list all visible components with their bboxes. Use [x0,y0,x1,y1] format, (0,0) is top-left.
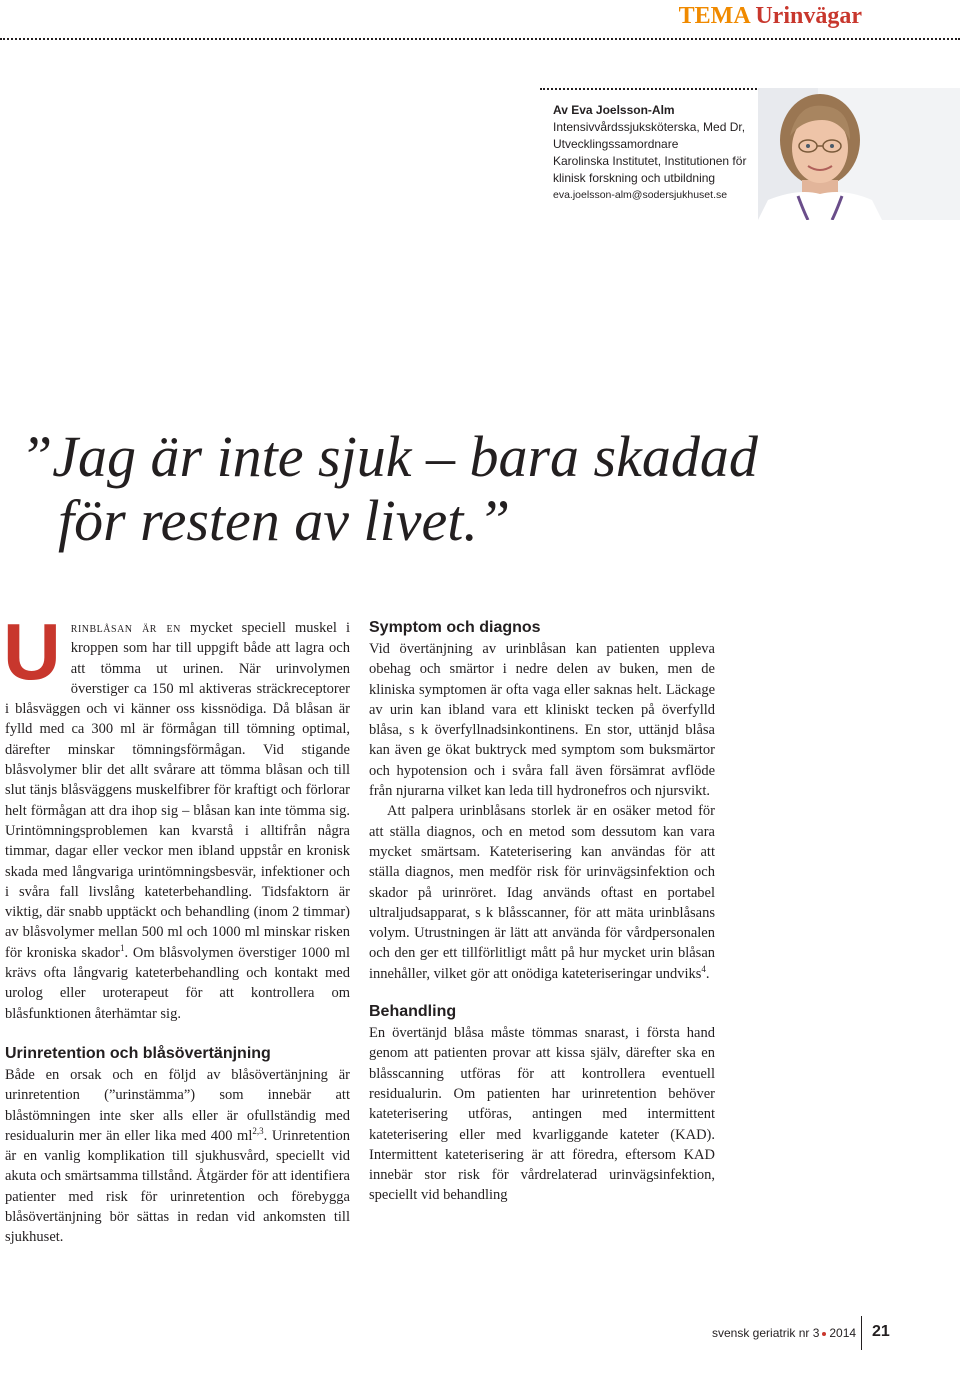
section-heading-retention: Urinretention och blåsövertänjning [5,1044,271,1062]
body-text: Både en orsak och en följd av blåsövertänjning är urinretention (”urinstämma”) som innebär att blåstömningen inte sker alls eller är ofullständig med residualurin mer än eller lika med 400 ml [5,1066,350,1144]
intro-paragraph [3,607,350,1024]
retention-paragraph [5,1065,350,1248]
body-text: mycket speciell muskel i kroppen som har till uppgift både att lagra och att tömma ut urinen. När urinvolymen överstiger ca 150 ml aktiveras sträckreceptorer i blåsväggen och vi känner oss kissnödiga. Då blåsan är fylld med ca 300 ml är förmågan till tömning optimal, därefter minskar tömningsförmågan. Vid stigande blåsvolymer blir det allt svårare att tömma blåsan och till slut tänjs blåsväggens muskelfibrer för kraftigt och förlorar helt förmågan att dra ihop sig – blåsan kan inte tömma sig. Urintömningsproblemen kan kvarstå i alltifrån några timmar, dagar eller veckor men ibland uppstår en kronisk skada med långvariga urintömningsbesvär, infektioner och i svåra fall livslång kateterbehandling. Tidsfaktorn är viktig, där snabb upptäckt och behandling (inom 2 timmar) av blåsvolymer mellan 500 ml och 1000 ml minskar risken för kroniska skador [5,620,350,961]
body-text: Att palpera urinblåsans storlek är en osäker metod för att ställa diagnos, och en metod som dessutom kan vara mycket smärtsam. Kateterisering kan användas för att ställa diagnos, men medför risk för urinvägsinfektion och skador på urinröret. Idag används oftast en portabel ultraljudsapparat, s k blåsscanner, för att mäta urinblåsans volym. Utrustningen är lätt att använda för vårdpersonalen och den ger ett tillförlitligt mått på hur mycket urin blåsan innehåller, vilket gör att onödiga kateteriseringar undviks [369,803,715,982]
author-photo [758,88,960,220]
author-email: eva.joelsson-alm@sodersjukhuset.se [553,189,728,201]
treatment-paragraph: En övertänjd blåsa måste tömmas snarast, i första hand genom att patienten provar att kissa själv, därefter ska en blåsscanning utföras för att kontrollera eventuell residualurin. Om patienten har urinretention behöver kateterisering utföras, antingen med intermittent kateterisering eller med kvarliggande kateter (KAD). Intermittent kateterisering är att föredra, eftersom KAD innebär stor risk för vårdrelaterad urinvägsinfektion, speciellt vid behandling [369,1025,715,1204]
footer-journal [712,1324,856,1342]
pull-quote-line: ”Jag är inte sjuk – bara skadad [20,424,758,489]
reference-mark: 1 [120,942,125,953]
journal-name: svensk geriatrik nr 3 [712,1326,820,1340]
body-text: . Om blåsvolymen överstiger 1000 ml krävs ofta långvarig kateterbehandling och kontakt med urolog eller uroterapeut för att kontrollera om blåsfunktionen återhämtar sig. [5,944,350,1022]
lead-in: rinblåsan är en [70,620,181,636]
section-heading-symptoms: Symptom och diagnos [369,619,541,636]
author-title-line: Utvecklingssamordnare [553,137,679,151]
section-tag-title: Urinvägar [755,3,862,29]
author-title-line: klinisk forskning och utbildning [553,171,716,185]
author-title-line: Karolinska Institutet, Institutionen för [553,154,747,168]
author-byline [553,102,758,204]
footer-divider [861,1316,862,1350]
author-title-line: Intensivvårdssjuksköterska, Med Dr, [553,120,746,134]
pull-quote-line: för resten av livet.” [58,488,511,553]
drop-cap: U [3,607,61,696]
page-number: 21 [872,1323,890,1340]
author-name: Av Eva Joelsson-Alm [553,103,675,117]
section-tag [679,2,862,30]
body-text: . [705,965,710,982]
left-column [3,607,350,1248]
header-dotted-rule [0,38,960,40]
reference-mark: 2,3 [252,1126,264,1136]
body-text: . Urinretention är en vanlig komplikation till sjukhusvård, speciellt vid akuta och smärtsamma tillstånd. Åtgärder för att identifiera patienter med risk för urinretention och förebygga blåsövertänjning bör sättas in redan vid ankomsten till sjukhuset. [5,1127,350,1246]
reference-mark: 4 [701,963,706,974]
right-column [369,618,715,1206]
diagnosis-paragraph [369,801,715,984]
separator-dot [822,1332,826,1336]
journal-year: 2014 [829,1326,857,1340]
section-tag-prefix: TEMA [678,3,750,29]
symptoms-paragraph: Vid övertänjning av urinblåsan kan patienten uppleva obehag och smärtor i nedre delen av buken, men de kliniska symptomen är ofta vaga eller saknas helt. Läckage av urin kan ibland vara ett kliniskt tecken på överfylld blåsa, s k överfyllnadsinkontinens. En stor, uttänjd blåsa kan även ge ökat buktryck med symptom som buksmärtor och hypotension och i svåra fall även försämrat avflöde från njurarna vilket kan leda till hydronefros och njursvikt. [369,641,715,800]
section-heading-treatment: Behandling [369,1003,457,1021]
